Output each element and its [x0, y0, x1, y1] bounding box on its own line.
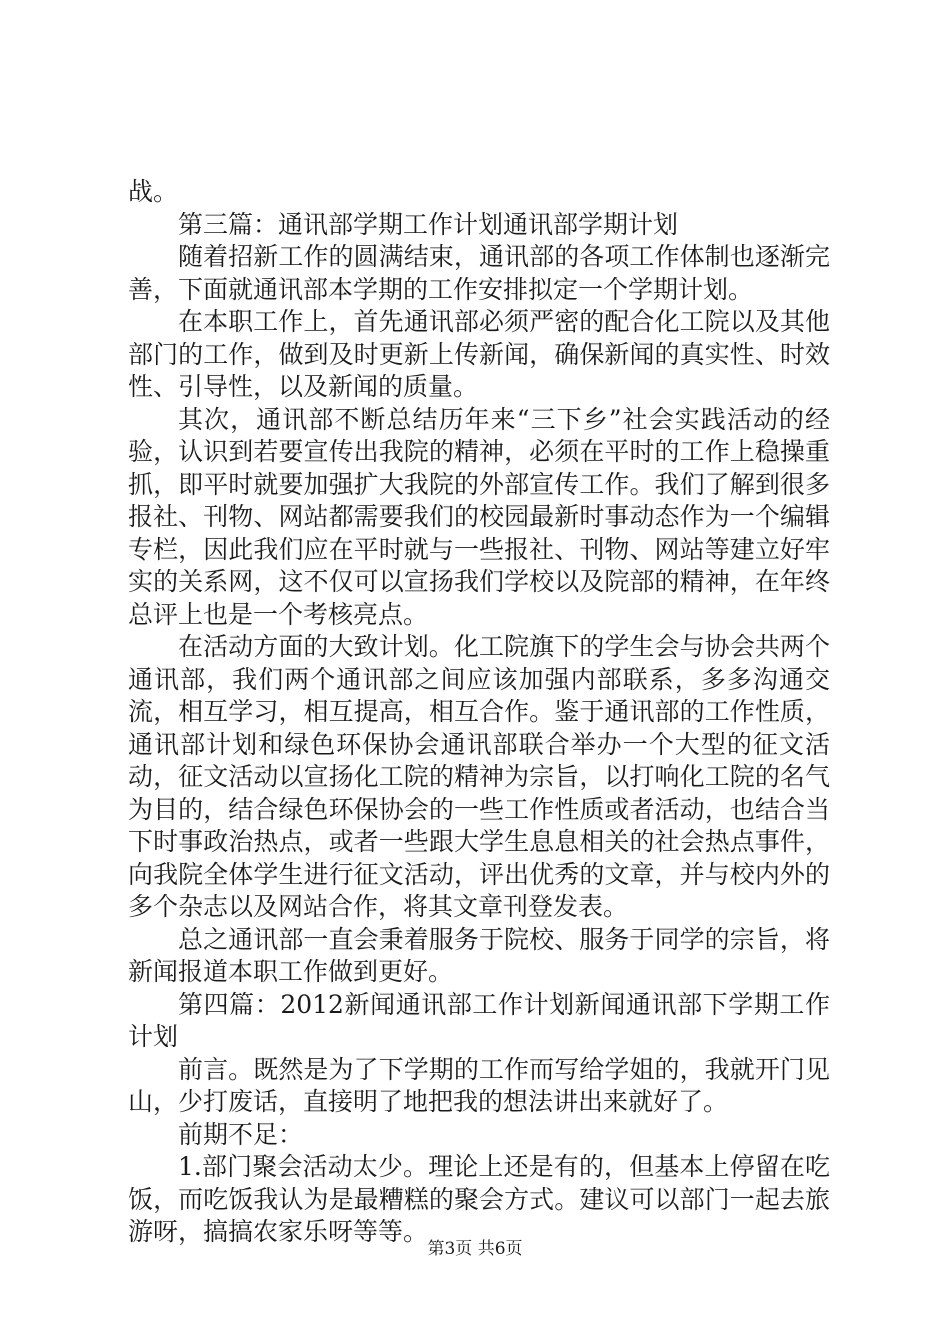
- paragraph-3: 在本职工作上，首先通讯部必须严密的配合化工院以及其他部门的工作，做到及时更新上传新闻，确保新闻的真实性、时效性、引导性，以及新闻的质量。: [128, 307, 830, 401]
- paragraph-1: 战。: [128, 177, 179, 206]
- section-heading-4: 第四篇：2012新闻通讯部工作计划新闻通讯部下学期工作计划: [128, 989, 830, 1051]
- paragraph-4: 其次，通讯部不断总结历年来“三下乡”社会实践活动的经验，认识到若要宣传出我院的精神，必须在平时的工作上稳操重抓，即平时就要加强扩大我院的外部宣传工作。我们了解到很多报社、刊物、网站都需要我们的校园最新时事动态作为一个编辑专栏，因此我们应在平时就与一些报社、刊物、网站等建立好牢实的关系网，这不仅可以宣扬我们学校以及院部的精神，在年终总评上也是一个考核亮点。: [128, 404, 830, 629]
- paragraph-9: 1.部门聚会活动太少。理论上还是有的，但基本上停留在吃饭，而吃饭我认为是最糟糕的聚会方式。建议可以部门一起去旅游呀，搞搞农家乐呀等等。: [128, 1152, 830, 1246]
- paragraph-7: 前言。既然是为了下学期的工作而写给学姐的，我就开门见山，少打废话，直接明了地把我的想法讲出来就好了。: [128, 1054, 830, 1116]
- paragraph-5: 在活动方面的大致计划。化工院旗下的学生会与协会共两个通讯部，我们两个通讯部之间应该加强内部联系，多多沟通交流，相互学习，相互提高，相互合作。鉴于通讯部的工作性质，通讯部计划和绿色环保协会通讯部联合举办一个大型的征文活动，征文活动以宣扬化工院的精神为宗旨，以打响化工院的名气为目的，结合绿色环保协会的一些工作性质或者活动，也结合当下时事政治热点，或者一些跟大学生息息相关的社会热点事件，向我院全体学生进行征文活动，评出优秀的文章，并与校内外的多个杂志以及网站合作，将其文章刊登发表。: [128, 632, 830, 921]
- page-number: 第3页 共6页: [427, 1239, 523, 1259]
- page-footer: [0, 1238, 950, 1260]
- paragraph-8: 前期不足：: [178, 1119, 304, 1149]
- paragraph-6: 总之通讯部一直会秉着服务于院校、服务于同学的宗旨，将新闻报道本职工作做到更好。: [128, 924, 830, 986]
- document-body: [128, 176, 830, 1249]
- section-heading-3: 第三篇：通讯部学期工作计划通讯部学期计划: [178, 209, 679, 239]
- paragraph-2: 随着招新工作的圆满结束，通讯部的各项工作体制也逐渐完善，下面就通讯部本学期的工作安排拟定一个学期计划。: [128, 242, 830, 304]
